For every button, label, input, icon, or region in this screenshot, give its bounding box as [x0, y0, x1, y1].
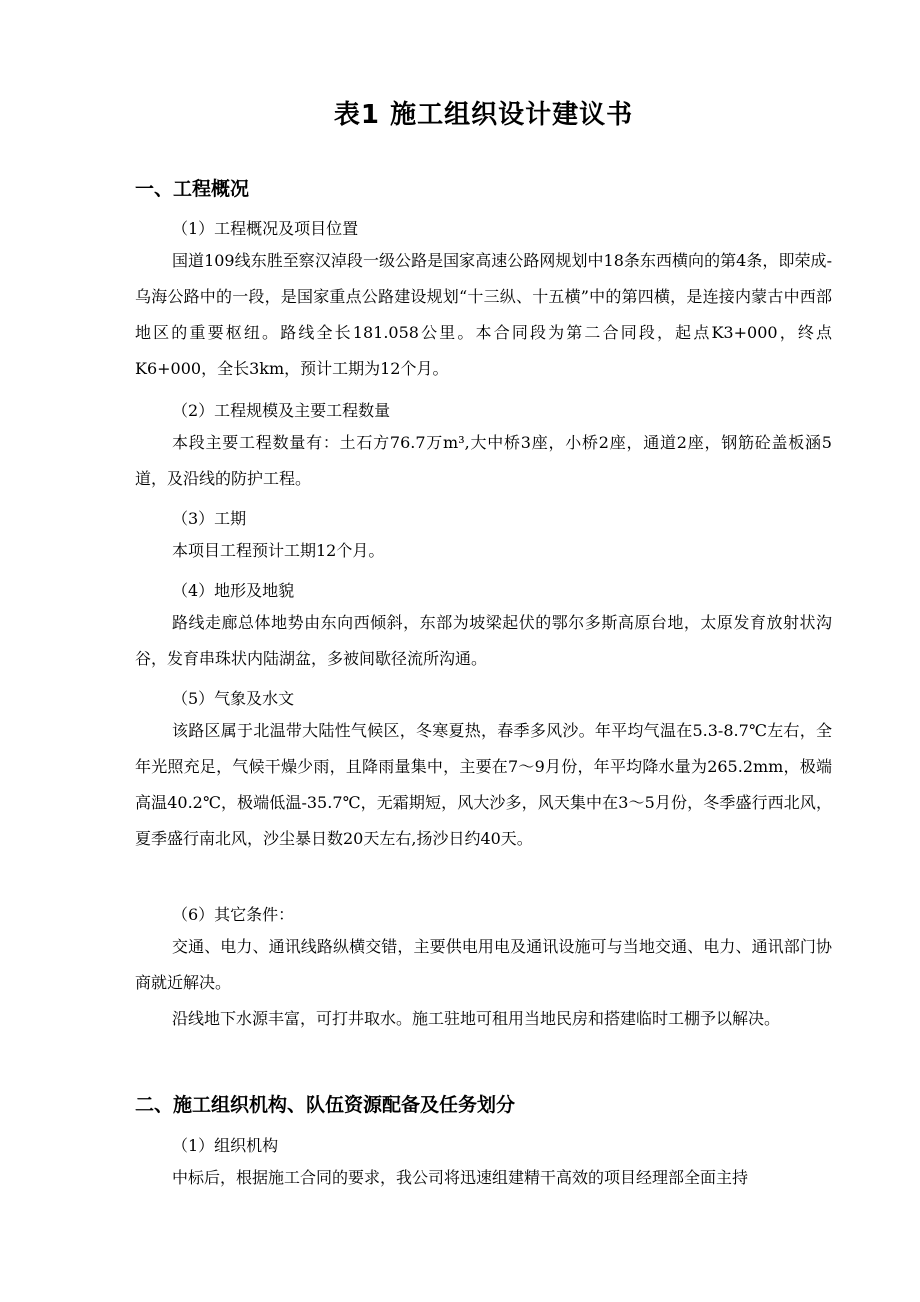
subheading-1-4: （4）地形及地貌 — [172, 581, 295, 600]
section-heading-1: 一、工程概况 — [135, 178, 250, 200]
subheading-1-3: （3）工期 — [172, 509, 247, 528]
paragraph-project-scale: 本段主要工程数量有：土石方76.7万m³,大中桥3座，小桥2座，通道2座，钢筋砼盖板涵5道，及沿线的防护工程。 — [135, 433, 832, 488]
paragraph-project-location: 国道109线东胜至察汉淖段一级公路是国家高速公路网规划中18条东西横向的第4条，即荣成-乌海公路中的一段，是国家重点公路建设规划“十三纵、十五横”中的第四横，是连接内蒙古中西部地区的重要枢纽。路线全长181.058公里。本合同段为第二合同段，起点K3+000，终点K6+000，全长3km，预计工期为12个月。 — [135, 251, 832, 378]
subheading-1-1: （1）工程概况及项目位置 — [172, 219, 359, 238]
subheading-2-1: （1）组织机构 — [172, 1136, 279, 1155]
paragraph-terrain: 路线走廊总体地势由东向西倾斜，东部为坡梁起伏的鄂尔多斯高原台地，太原发育放射状沟谷，发育串珠状内陆湖盆，多被间歇径流所沟通。 — [135, 613, 832, 668]
document-title: 表1 施工组织设计建议书 — [333, 100, 634, 130]
paragraph-utilities: 交通、电力、通讯线路纵横交错，主要供电用电及通讯设施可与当地交通、电力、通讯部门协商就近解决。 — [135, 937, 832, 992]
subheading-1-2: （2）工程规模及主要工程数量 — [172, 401, 391, 420]
paragraph-water: 沿线地下水源丰富，可打井取水。施工驻地可租用当地民房和搭建临时工棚予以解决。 — [172, 1009, 781, 1028]
paragraph-duration: 本项目工程预计工期12个月。 — [172, 541, 385, 560]
section-heading-2: 二、施工组织机构、队伍资源配备及任务划分 — [135, 1094, 516, 1116]
paragraph-climate: 该路区属于北温带大陆性气候区，冬寒夏热，春季多风沙。年平均气温在5.3-8.7℃左右，全年光照充足，气候干燥少雨，且降雨量集中，主要在7～9月份，年平均降水量为265.2mm，极端高温40.2℃，极端低温-35.7℃，无霜期短，风大沙多，风天集中在3～5月份，冬季盛行西北风，夏季盛行南北风，沙尘暴日数20天左右,扬沙日约40天。 — [135, 721, 832, 848]
subheading-1-6: （6）其它条件： — [172, 905, 295, 924]
subheading-1-5: （5）气象及水文 — [172, 689, 295, 708]
paragraph-organization: 中标后，根据施工合同的要求，我公司将迅速组建精干高效的项目经理部全面主持 — [172, 1168, 749, 1187]
